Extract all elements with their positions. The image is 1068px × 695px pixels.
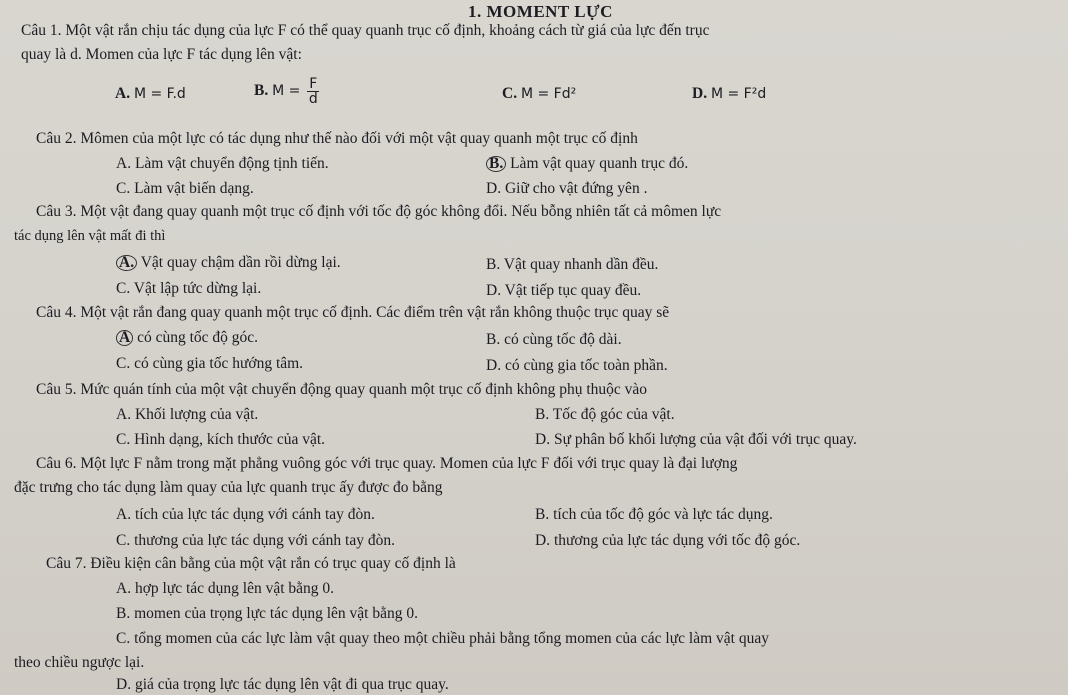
q1-option-d-label: D. [692, 85, 708, 102]
q1-option-b-lhs: M = [272, 83, 301, 100]
q3-option-d: D. Vật tiếp tục quay đều. [486, 282, 642, 299]
q5-option-d: D. Sự phân bố khối lượng của vật đối với trục quay. [535, 431, 857, 448]
q3-stem-line2: tác dụng lên vật mất đi thì [14, 228, 166, 244]
q7-option-b: B. momen của trọng lực tác dụng lên vật bằng 0. [116, 605, 418, 622]
q2-option-b-label: B. [486, 156, 506, 172]
q3-option-b: B. Vật quay nhanh dần đều. [486, 256, 659, 273]
q3-stem-line1: Câu 3. Một vật đang quay quanh một trục cố định với tốc độ góc không đổi. Nếu bỗng nhiên tất cả mômen lực [36, 203, 722, 220]
q2-option-b-text: Làm vật quay quanh trục đó. [510, 155, 689, 172]
q1-option-a-label: A. [115, 85, 131, 102]
q1-option-a [115, 85, 186, 103]
q1-option-b-fraction [307, 77, 319, 106]
q2-option-b [486, 155, 688, 173]
q4-stem: Câu 4. Một vật rắn đang quay quanh một trục cố định. Các điểm trên vật rắn không thuộc trục quay sẽ [36, 304, 670, 321]
q5-stem: Câu 5. Mức quán tính của một vật chuyển động quay quanh một trục cố định không phụ thuộc vào [36, 381, 648, 398]
q4-option-a-label: A [116, 330, 133, 346]
q3-option-a [116, 254, 341, 272]
q7-stem: Câu 7. Điều kiện cân bằng của một vật rắn có trục quay cố định là [46, 555, 456, 572]
q7-option-c-line2: theo chiều ngược lại. [14, 654, 145, 671]
section-title: 1. MOMENT LỰC [468, 2, 613, 21]
q1-option-b-label: B. [254, 82, 269, 100]
q3-option-a-text: Vật quay chậm dần rồi dừng lại. [140, 254, 341, 271]
q4-option-a-text: có cùng tốc độ góc. [137, 329, 259, 346]
q1-option-b-denominator: d [308, 91, 318, 107]
q1-option-d [692, 85, 766, 103]
q4-option-a [116, 329, 258, 347]
q6-stem-line1: Câu 6. Một lực F nằm trong mặt phẳng vuông góc với trục quay. Momen của lực F đối với trục quay là đại lượng [36, 455, 738, 472]
q1-option-c-text: M = Fd² [520, 86, 577, 102]
q1-stem-line2: quay là d. Momen của lực F tác dụng lên vật: [21, 46, 302, 63]
q6-option-c: C. thương của lực tác dụng với cánh tay đòn. [116, 532, 395, 549]
q2-stem: Câu 2. Mômen của một lực có tác dụng như thế nào đối với một vật quay quanh một trục cố định [36, 130, 638, 147]
q3-option-c: C. Vật lập tức dừng lại. [116, 280, 262, 297]
q1-option-d-text: M = F²d [710, 86, 767, 102]
q1-option-c [502, 85, 576, 103]
q2-option-c: C. Làm vật biến dạng. [116, 180, 254, 197]
q4-option-c: C. có cùng gia tốc hướng tâm. [116, 355, 304, 372]
q7-option-a: A. hợp lực tác dụng lên vật bằng 0. [116, 580, 335, 597]
q6-option-d: D. thương của lực tác dụng với tốc độ góc. [535, 532, 801, 549]
q6-stem-line2: đặc trưng cho tác dụng làm quay của lực quanh trục ấy được đo bằng [14, 479, 443, 496]
q4-option-b: B. có cùng tốc độ dài. [486, 331, 622, 348]
q7-option-d: D. giá của trọng lực tác dụng lên vật đi qua trục quay. [116, 676, 449, 693]
q1-option-a-text: M = F.d [133, 86, 186, 102]
q2-option-a: A. Làm vật chuyển động tịnh tiến. [116, 155, 329, 172]
q1-option-b [254, 77, 319, 106]
q6-option-b: B. tích của tốc độ góc và lực tác dụng. [535, 506, 773, 523]
q1-option-c-label: C. [502, 85, 518, 102]
q5-option-c: C. Hình dạng, kích thước của vật. [116, 431, 326, 448]
q7-option-c-line1: C. tổng momen của các lực làm vật quay theo một chiều phải bằng tổng momen của các lực làm vật quay [116, 630, 769, 647]
q1-stem-line1: Câu 1. Một vật rắn chịu tác dụng của lực F có thể quay quanh trục cố định, khoảng cách từ giá của lực đến trục [21, 22, 710, 39]
q6-option-a: A. tích của lực tác dụng với cánh tay đòn. [116, 506, 375, 523]
q5-option-b: B. Tốc độ góc của vật. [535, 406, 675, 423]
q4-option-d: D. có cùng gia tốc toàn phần. [486, 357, 668, 374]
q1-option-b-numerator: F [309, 76, 318, 92]
q5-option-a: A. Khối lượng của vật. [116, 406, 259, 423]
q3-option-a-label: A. [116, 255, 137, 271]
q2-option-d: D. Giữ cho vật đứng yên . [486, 180, 648, 197]
